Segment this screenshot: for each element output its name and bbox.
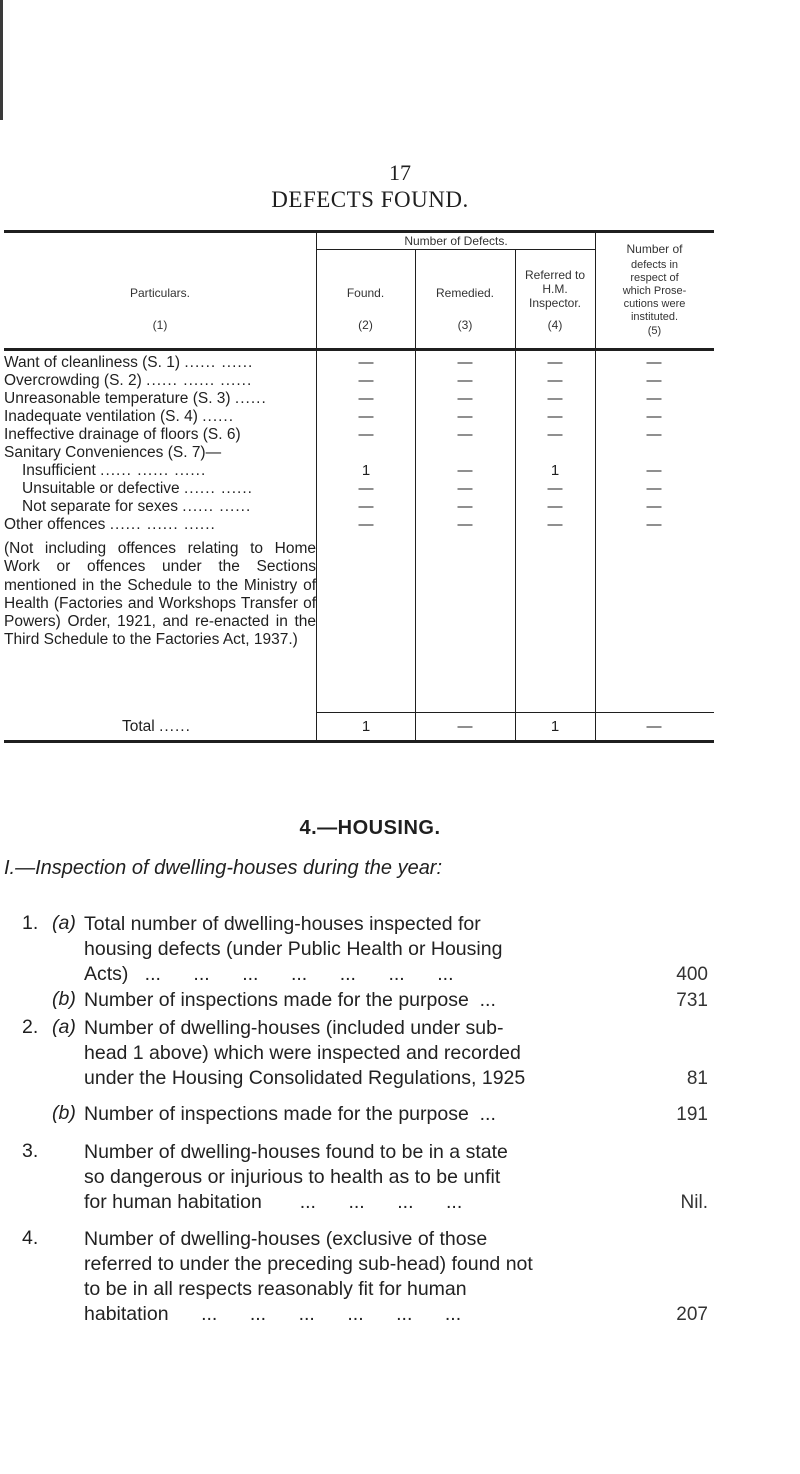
cell-prosecutions: — — [646, 462, 662, 479]
header-particulars-num: (1) — [152, 318, 168, 332]
leader-dots: ...... ...... ...... — [146, 372, 253, 389]
item-line: head 1 above) which were inspected and recorded — [84, 1042, 521, 1064]
total-label: Total — [122, 718, 155, 735]
leader-dots: ...... — [234, 390, 267, 407]
cell-prosecutions: — — [646, 480, 662, 497]
page-title: DEFECTS FOUND. — [271, 187, 469, 212]
item-line: Total number of dwelling-houses inspected for — [84, 913, 481, 935]
header-prosecutions-num: (5) — [647, 325, 662, 337]
header-remedied: Remedied. — [435, 286, 495, 300]
row-label: Want of cleanliness (S. 1) — [4, 354, 181, 371]
total-referred: 1 — [550, 718, 560, 735]
item-line: Number of inspections made for the purpose ... — [84, 1103, 496, 1125]
cell-referred: — — [547, 426, 563, 443]
total-remedied: — — [457, 718, 473, 735]
cell-found: — — [358, 390, 374, 407]
row-label: Other offences — [4, 516, 106, 533]
header-prosecutions-line-4: which Prose- — [622, 285, 687, 297]
leader-dots: ...... ...... ...... — [109, 516, 216, 533]
cell-remedied: — — [457, 408, 473, 425]
header-particulars: Particulars. — [129, 286, 191, 300]
item-line: for human habitation ... ... ... ... — [84, 1191, 463, 1213]
item-line: Number of dwelling-houses found to be in a state — [84, 1141, 508, 1163]
item-value: 400 — [676, 964, 708, 985]
cell-referred: — — [547, 516, 563, 533]
item-letter: (b) — [52, 1102, 76, 1124]
cell-referred: — — [547, 498, 563, 515]
other-offences-note: (Not including offences relating to Home Work or offences under the Sections mentioned in the Schedule to the Ministry of Health (Factories and Workshops Transfer of Powers) Order, 1921, and re-enacted in the Third Schedule to the Factories Act, 1937.) — [4, 540, 316, 649]
row-label: Insufficient — [22, 462, 96, 479]
item-line: habitation ... ... ... ... ... ... — [84, 1303, 462, 1325]
cell-remedied: — — [457, 516, 473, 533]
cell-remedied: — — [457, 498, 473, 515]
cell-referred: 1 — [550, 462, 560, 479]
leader-dots: ...... ...... — [183, 480, 253, 497]
group-header-rule — [317, 249, 595, 250]
item-line: so dangerous or injurious to health as to be unfit — [84, 1166, 501, 1188]
cell-found: — — [358, 372, 374, 389]
item-number: 2. — [22, 1016, 39, 1038]
item-number: 1. — [22, 912, 39, 934]
item-line: Number of dwelling-houses (exclusive of those — [84, 1228, 488, 1250]
item-value: 731 — [676, 990, 708, 1011]
header-referred-num: (4) — [547, 318, 563, 332]
cell-found: 1 — [361, 462, 371, 479]
leader-dots: ...... — [159, 718, 191, 735]
header-prosecutions-line-5: cutions were — [623, 298, 686, 310]
cell-referred: — — [547, 480, 563, 497]
leader-dots: ...... — [202, 408, 235, 425]
row-label: Unreasonable temperature (S. 3) — [4, 390, 231, 407]
header-referred-line-2: H.M. — [542, 282, 568, 296]
page-number: 17 — [389, 160, 411, 185]
item-value: 191 — [676, 1104, 708, 1125]
item-letter: (b) — [52, 988, 76, 1010]
row-label: Overcrowding (S. 2) — [4, 372, 142, 389]
cell-remedied: — — [457, 426, 473, 443]
cell-prosecutions: — — [646, 426, 662, 443]
header-found: Found. — [346, 286, 385, 300]
leader-dots: ...... ...... ...... — [100, 462, 207, 479]
item-line: under the Housing Consolidated Regulations, 1925 — [84, 1067, 526, 1089]
row-label: Ineffective drainage of floors (S. 6) — [4, 426, 241, 443]
cell-prosecutions: — — [646, 372, 662, 389]
cell-prosecutions: — — [646, 354, 662, 371]
header-bottom-rule — [4, 348, 714, 351]
item-value: 207 — [676, 1304, 708, 1325]
header-prosecutions-line-3: respect of — [630, 272, 679, 284]
row-label: Inadequate ventilation (S. 4) — [4, 408, 198, 425]
leader-dots: ...... ...... — [184, 354, 254, 371]
cell-referred: — — [547, 408, 563, 425]
item-line: referred to under the preceding sub-head) found not — [84, 1253, 533, 1275]
item-line: Acts) ... ... ... ... ... ... ... — [84, 963, 454, 985]
total-found: 1 — [361, 718, 371, 735]
item-line: housing defects (under Public Health or Housing — [84, 938, 503, 960]
cell-prosecutions: — — [646, 390, 662, 407]
cell-found: — — [358, 480, 374, 497]
header-prosecutions-line-1: Number of — [626, 242, 683, 256]
table-top-rule — [4, 230, 714, 233]
header-prosecutions-line-2: defects in — [630, 259, 679, 271]
header-referred-line-3: Inspector. — [528, 296, 582, 310]
cell-remedied: — — [457, 372, 473, 389]
cell-remedied: — — [457, 354, 473, 371]
row-label: Unsuitable or defective — [22, 480, 180, 497]
cell-prosecutions: — — [646, 498, 662, 515]
item-number: 4. — [22, 1227, 39, 1249]
cell-prosecutions: — — [646, 408, 662, 425]
cell-referred: — — [547, 390, 563, 407]
header-found-num: (2) — [358, 318, 373, 332]
cell-found: — — [358, 498, 374, 515]
item-line: Number of inspections made for the purpose ... — [84, 989, 496, 1011]
total-prosecutions: — — [646, 718, 662, 735]
header-referred-line-1: Referred to — [524, 268, 586, 282]
cell-referred: — — [547, 372, 563, 389]
table-bottom-rule — [4, 740, 714, 743]
leader-dots: ...... ...... — [182, 498, 252, 515]
item-letter: (a) — [52, 1016, 76, 1038]
cell-remedied: — — [457, 462, 473, 479]
header-number-of-defects: Number of Defects. — [404, 234, 508, 248]
row-label: Not separate for sexes — [22, 498, 178, 515]
item-number: 3. — [22, 1140, 39, 1162]
cell-remedied: — — [457, 390, 473, 407]
page-edge-mark — [0, 0, 3, 120]
row-label: Sanitary Conveniences (S. 7)— — [4, 444, 222, 461]
housing-heading: 4.—HOUSING. — [299, 817, 441, 839]
housing-subheading: I.—Inspection of dwelling-houses during the year: — [4, 857, 443, 879]
item-letter: (a) — [52, 912, 76, 934]
header-prosecutions-line-6: instituted. — [630, 311, 679, 323]
cell-found: — — [358, 516, 374, 533]
item-line: to be in all respects reasonably fit for human — [84, 1278, 467, 1300]
cell-found: — — [358, 426, 374, 443]
cell-prosecutions: — — [646, 516, 662, 533]
item-value: Nil. — [680, 1192, 708, 1213]
cell-found: — — [358, 354, 374, 371]
item-value: 81 — [686, 1068, 708, 1089]
cell-remedied: — — [457, 480, 473, 497]
cell-referred: — — [547, 354, 563, 371]
item-line: Number of dwelling-houses (included under sub- — [84, 1017, 504, 1039]
header-remedied-num: (3) — [457, 318, 473, 332]
cell-found: — — [358, 408, 374, 425]
